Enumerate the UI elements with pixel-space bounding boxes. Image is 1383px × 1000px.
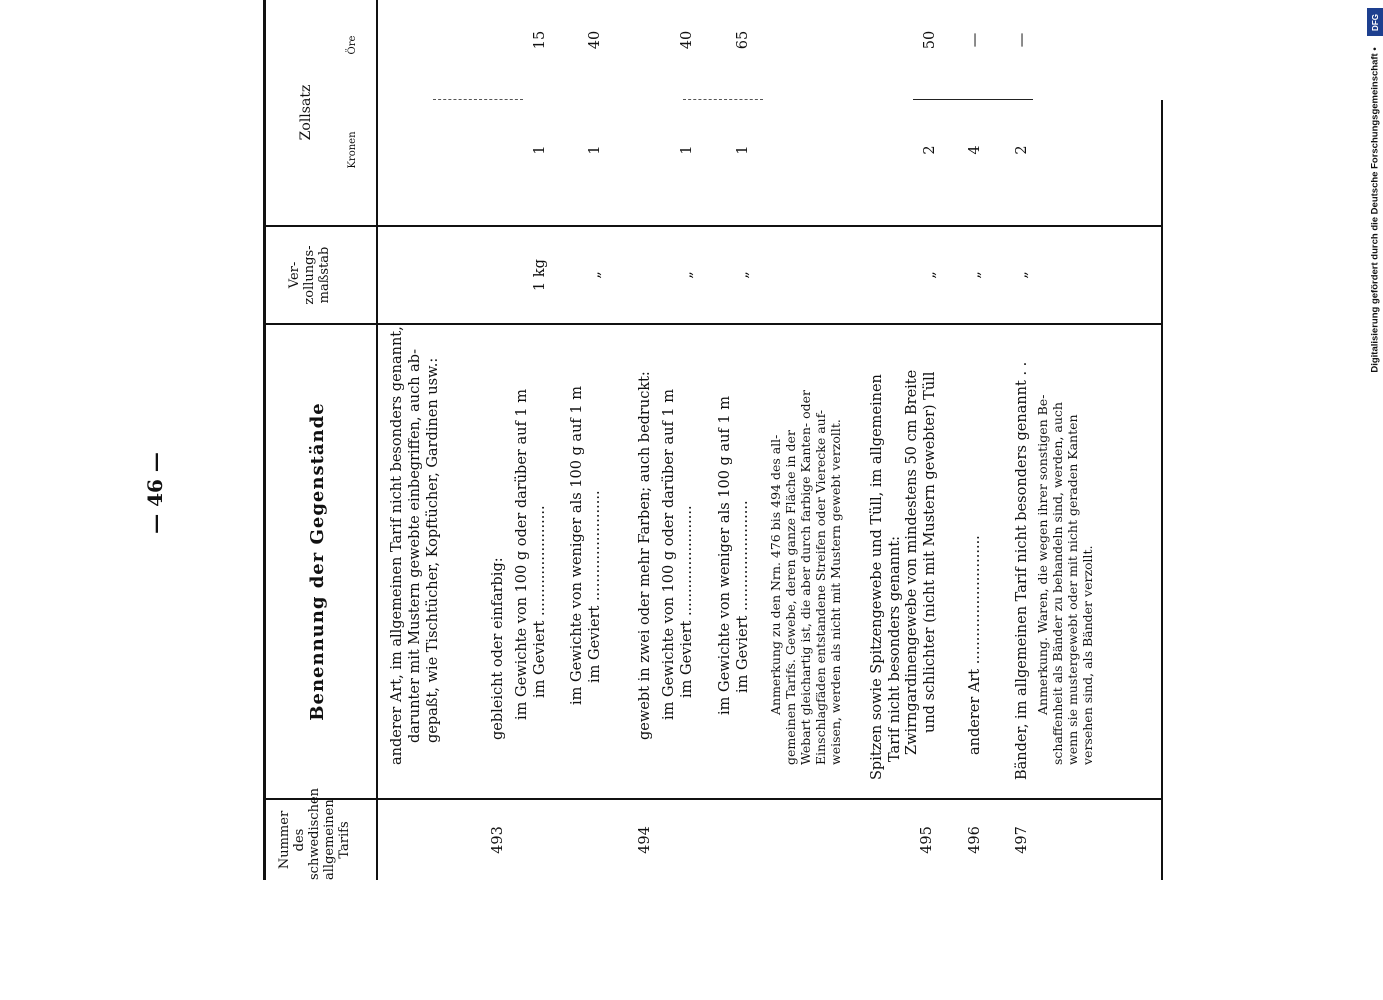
header-rule xyxy=(376,0,378,880)
measure-495: „ xyxy=(922,271,938,279)
oere-495: 50 xyxy=(922,30,938,50)
guide-mark xyxy=(433,97,523,100)
header-number-line: schwedischen xyxy=(307,787,322,880)
header-name: Benennung der Gegenstände xyxy=(307,402,328,721)
kronen-496: 4 xyxy=(967,145,983,155)
header-measure-line: maßstab xyxy=(317,246,332,304)
row-text-494: gewebt in zwei oder mehr Farben; auch bedruckt: xyxy=(637,371,653,740)
measure-497: „ xyxy=(1014,271,1030,279)
row-text-line: im Geviert ........................ xyxy=(587,490,603,683)
measure-494b: „ xyxy=(735,271,751,279)
row-text-494a xyxy=(660,389,696,720)
row-text-line: darunter mit Mustern gewebte einbegriffen, auch ab- xyxy=(407,349,423,743)
row-text-497: Bänder, im allgemeinen Tarif nicht besonders genannt . . xyxy=(1014,361,1030,780)
header-kronen: Kronen xyxy=(347,131,358,169)
header-duty: Zollsatz xyxy=(298,84,314,141)
header-measure-line: Ver- xyxy=(287,261,302,289)
dfg-logo xyxy=(1367,8,1383,36)
header-oere: Öre xyxy=(347,35,358,55)
oere-497: — xyxy=(1014,32,1030,48)
note-baender xyxy=(1035,395,1095,765)
row-text-493a xyxy=(513,389,549,720)
row-number-497: 497 xyxy=(1014,826,1030,854)
header-number-line: Nummer xyxy=(277,810,292,870)
measure-494a: „ xyxy=(679,271,695,279)
guide-mark xyxy=(683,97,763,100)
row-text-line: und schlichter (nicht mit Mustern gewebter) Tüll xyxy=(922,371,938,733)
note-line: gemeinen Tarifs. Gewebe, deren ganze Fläche in der xyxy=(783,430,798,765)
row-text-line: im Geviert ........................ xyxy=(735,500,751,693)
dfg-logo-text: DFG xyxy=(1370,13,1380,31)
header-number xyxy=(277,787,352,880)
kronen-494a: 1 xyxy=(679,145,695,155)
note-line: versehen sind, als Bänder verzollt. xyxy=(1080,545,1095,765)
note-line: Anmerkung. Waren, die wegen ihrer sonstigen Be- xyxy=(1035,394,1050,715)
bottom-rule xyxy=(1161,100,1163,880)
note-line: wenn sie mustergewebt oder mit nicht geraden Kanten xyxy=(1065,414,1080,765)
row-text-line: im Gewichte von weniger als 100 g auf 1 m xyxy=(717,396,733,715)
note-line: schaffenheit als Bänder zu behandeln sind, werden, auch xyxy=(1050,402,1065,765)
oere-496: — xyxy=(967,32,983,48)
row-number-495: 495 xyxy=(919,826,935,854)
measure-493b: „ xyxy=(587,271,603,279)
row-number-494: 494 xyxy=(637,826,653,854)
row-intro xyxy=(388,326,442,765)
row-text-line: im Gewichte von 100 g oder darüber auf 1 m xyxy=(514,388,530,720)
top-rule xyxy=(263,0,266,880)
row-text-line: im Gewichte von 100 g oder darüber auf 1 m xyxy=(661,388,677,720)
oere-493a: 15 xyxy=(532,30,548,50)
header-number-line: Tarifs xyxy=(337,821,352,859)
row-text-spitzen xyxy=(868,374,904,780)
row-text-496: anderer Art ............................ xyxy=(967,535,983,755)
row-text-495 xyxy=(903,370,939,755)
row-text-line: Spitzen sowie Spitzengewebe und Tüll, im allgemeinen xyxy=(869,374,885,780)
digitization-credit: Digitalisierung gefördert durch die Deutsche Forschungsgemeinschaft • xyxy=(1369,47,1381,373)
measure-496: „ xyxy=(967,271,983,279)
kronen-494b: 1 xyxy=(735,145,751,155)
row-text-494b xyxy=(716,396,752,715)
note-line: Einschlagfäden entstandene Streifen oder Vierecke auf- xyxy=(813,409,828,765)
kronen-495: 2 xyxy=(922,145,938,155)
kronen-497: 2 xyxy=(1014,145,1030,155)
oere-494b: 65 xyxy=(735,30,751,50)
note-line: weisen, werden als nicht mit Mustern gewebt verzollt. xyxy=(828,419,843,765)
row-text-line: im Geviert ........................ xyxy=(679,505,695,698)
page-number: — 46 — xyxy=(143,452,167,534)
guide-mark xyxy=(913,97,1033,100)
row-text-line: gepaßt, wie Tischtücher, Kopftücher, Gardinen usw.: xyxy=(425,357,441,743)
row-text-493b xyxy=(568,386,604,705)
row-number-496: 496 xyxy=(967,826,983,854)
header-number-line: des xyxy=(292,828,307,852)
note-line: Webart gleichartig ist, die aber durch farbige Kanten- oder xyxy=(798,390,813,765)
note-line: Anmerkung zu den Nrn. 476 bis 494 des all- xyxy=(768,434,783,715)
kronen-493b: 1 xyxy=(587,145,603,155)
measure-493a: 1 kg xyxy=(532,259,548,291)
row-text-line: im Geviert ........................ xyxy=(532,505,548,698)
row-text-line: Tarif nicht besonders genannt: xyxy=(887,535,903,762)
header-measure xyxy=(287,227,332,323)
row-text-493: gebleicht oder einfarbig: xyxy=(490,557,506,740)
tariff-table-rotated xyxy=(263,0,1163,880)
oere-494a: 40 xyxy=(679,30,695,50)
note-476-494 xyxy=(768,390,843,765)
tariff-table xyxy=(263,30,1143,1000)
kronen-493a: 1 xyxy=(532,145,548,155)
col-sep-2 xyxy=(263,323,1163,325)
header-measure-line: zollungs- xyxy=(302,245,317,305)
row-text-line: Zwirngardinengewebe von mindestens 50 cm Breite xyxy=(904,369,920,755)
oere-493b: 40 xyxy=(587,30,603,50)
row-text-line: im Gewichte von weniger als 100 g auf 1 m xyxy=(569,386,585,705)
header-number-line: allgemeinen xyxy=(322,799,337,880)
row-text-line: anderer Art, im allgemeinen Tarif nicht besonders genannt, xyxy=(389,326,405,765)
row-number-493: 493 xyxy=(490,826,506,854)
